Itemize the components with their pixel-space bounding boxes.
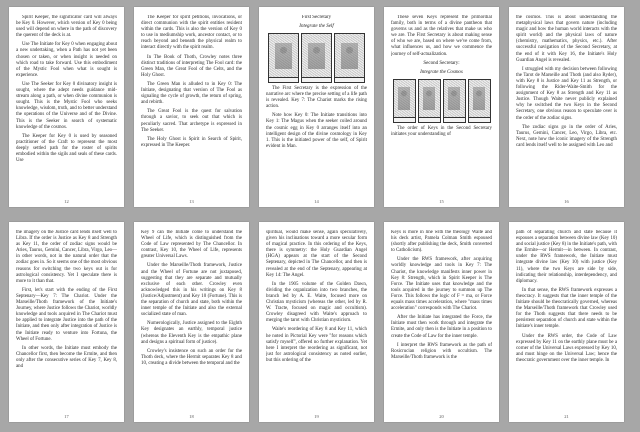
page-content bbox=[391, 230, 492, 410]
page bbox=[259, 7, 374, 207]
page-content bbox=[516, 15, 617, 195]
paragraph: I struggled with my decision between following the Tarot de Marseille and Thoth (and also Ryder), with Key 8 is Justice and Key 11 as Strength, or following the Rider-Waite-Smith for the assignment of Key 8 as Strength and Key 11 as Justice. Though Waite never publicly explained why he switched the two Keys in the Second Secretary, one obvious reason to speculate over is the order of the zodiac signs. bbox=[516, 66, 617, 121]
paragraph: Use The Initiate for Key 0 when engaging about a new undertaking, when a Path has not yet been chosen or taken, or when insight is needed on which road to take forward. Use this embodiment of the Mystic Fool when what is sought is experience. bbox=[16, 42, 117, 78]
page bbox=[134, 7, 249, 207]
page-number: 21 bbox=[564, 414, 569, 419]
page-content bbox=[266, 15, 367, 195]
paragraph: The Keeper for spirit petitions, invocations, or direct communion with the spirit entities resident within the cards. This is also the version of Key 0 to use in mediumship work, ancestor contact, or to reach beyond and beneath the physical realm to interact directly with the spirit realm. bbox=[141, 15, 242, 51]
page-number: 13 bbox=[189, 199, 194, 204]
paragraph: Under the RWS framework, after acquiring worldly knowledge and tools in Key 7: The Chariot, the knowledge manifests inner power in Key 8: Strength, which in Spirit Keeper is The Force. The Initiate uses that knowledge and the tools acquired in the journey to summon up The Force. This follows the logic of F = ma, or Force equals mass times acceleration, where "mass times acceleration" corresponds with The Chariot. bbox=[391, 257, 492, 312]
paragraph: Note how Key 0: The Initiate transitions into Key 1: The Magus when the seeker coiled around the cosmic egg in Key 0 arranges itself into an intelligent design of the divine cosmology in Key 1. This is the initiated power of the self, of Spirit evident in Man. bbox=[266, 113, 367, 149]
paragraph: the cosmos. This is about understanding the metaphysical laws that govern nature (including magic and how the human world interacts with the spirit world) and the physical laws of nature (chemistry, mathematics, physics, etc.). After successful navigation of the Second Secretary, at the end of it with Key 16, the Initiate's Holy Guardian Angel is revealed. bbox=[516, 15, 617, 63]
tarot-card-image bbox=[301, 33, 332, 83]
section-title: First Secretary bbox=[301, 15, 332, 20]
page-number: 16 bbox=[564, 199, 569, 204]
page-number: 12 bbox=[64, 199, 69, 204]
page bbox=[259, 222, 374, 422]
page-number: 14 bbox=[314, 199, 319, 204]
page-number: 15 bbox=[439, 199, 444, 204]
page-content bbox=[16, 230, 117, 410]
card-illustrations bbox=[391, 79, 492, 123]
tarot-card-image bbox=[393, 79, 416, 123]
paragraph: First, let's start with the ending of the First Septenary—Key 7: The Chariot. Under the Marseille/Thoth framework of the Initiate's Journey, where Justice follows the Chariot, worldly knowledge and tools acquired in The Chariot must be applied to integrate Justice into the path of the Initiate, and then only after integration of Justice is the Initiate ready to venture into Fortuna, the Wheel of Fortune. bbox=[16, 287, 117, 342]
page bbox=[509, 222, 624, 422]
paragraph: spiritual, would make sense, again speculatively, given his inclinations toward a more secular form of magical practice. In this ordering of the Keys, there is symmetry: the Holy Guardian Angel (HGA) appears at the start of the Second Septenary, depicted in The Chancellor, and then is revealed at the end of the Septenary, appearing at Key 14: The Angel. bbox=[266, 230, 367, 278]
paragraph: Under the Marseille/Thoth framework, Justice and the Wheel of Fortune are not juxtaposed, suggesting that they are separate and mutually exclusive of each other. Crowley even acknowledged this in his writings on Key 8 (Justice/Adjustment) and Key 10 (Fortune). This is the separation of church and state, both within the inner temple of the Initiate and also the external socialized state of man. bbox=[141, 263, 242, 318]
paragraph: The Green Man is alluded to in Key 0: The Initiate, designating that version of The Fool as signaling the cycle of growth, the return of spring, and rebirth. bbox=[141, 81, 242, 106]
paragraph: Waite's reordering of Key 8 and Key 11, which he noted in Pictorial Key were "for reasons which satisfy myself", offered no further explanation. Yet here I interpret the reordering as significant, not just for astrological consistency as noted earlier, but this ordering of the bbox=[266, 327, 367, 363]
section-title: Second Secretary: bbox=[423, 60, 460, 66]
tarot-card-image bbox=[418, 79, 441, 123]
page-content bbox=[141, 15, 242, 195]
page bbox=[384, 222, 499, 422]
page-content bbox=[141, 230, 242, 410]
section-subtitle: Integrate the Cosmos bbox=[420, 69, 463, 75]
paragraph: In The Book of Thoth, Crowley notes three distinct traditions of interpreting The Fool card: the Green Man, the Great Fool of the Celts, and the Holy Ghost. bbox=[141, 54, 242, 78]
page bbox=[509, 7, 624, 207]
page bbox=[9, 7, 124, 207]
paragraph: After the Initiate has integrated the Force, the Initiate must then work through and integrate the Ermite, and only then is the Initiate in a position to create the Code of Law for the inner temple. bbox=[391, 315, 492, 339]
page-content bbox=[516, 230, 617, 410]
page-content bbox=[391, 15, 492, 195]
paragraph: The zodiac signs go in the order of Aries, Taurus, Gemini, Cancer, Leo, Virgo, Libra, etc. Next, note how the iconic imagery of the Strength card lends itself well to be assigned with Leo and bbox=[516, 124, 617, 148]
tarot-card-image bbox=[468, 79, 491, 123]
page bbox=[9, 222, 124, 422]
paragraph: The Great Fool is the quest for salvation through a savior, to seek out that which is peculiarly sacred. That archetype is expressed in The Seeker. bbox=[141, 109, 242, 133]
paragraph: Use The Seeker for Key 0 divinatory insight is sought, where the adept needs guidance mid-stream along a path, or when divine communion is sought. This is the Mystic Fool who seeks knowledge, wisdom, truth, and to better understand the operations of the Universe and of the Divine. This is the Seeker in search of systematic knowledge of the cosmos. bbox=[16, 81, 117, 130]
tarot-card-image bbox=[443, 79, 466, 123]
paragraph: The order of Keys in the Second Secretary initiates your understanding of bbox=[391, 125, 492, 137]
paragraph: The First Secretary is the expression of the narrative arc where the precise setting of a life path is revealed. Key 7: The Chariot marks the rising action. bbox=[266, 86, 367, 110]
page-content bbox=[16, 15, 117, 195]
paragraph: In other words, the Initiate must embody the Chancellor first, then become the Ermite, and then only after the consecutive series of Key 7, Key 8, and bbox=[16, 345, 117, 369]
paragraph: I interpret the RWS framework as the path of Rosicrucian religion with occultism. The Marseille/Thoth framework is the bbox=[391, 342, 492, 360]
paragraph: In that sense, the RWS framework expresses a theocracy. It suggests that the inner temple of the Initiate should be theocratically governed, whereas the Marseille/Thoth framework that Crowley used for the Thoth suggests that there needs to be persistent separation of church and state within the Initiate's inner temple. bbox=[516, 287, 617, 330]
paragraph: Key 9 can the Initiate come to understand the Wheel of Life, which is distinguished from the Code of Law represented by The Chancellor. In contrast, Key 10, the Wheel of Life, represents greater Universal Laws. bbox=[141, 230, 242, 260]
paragraph: Spirit Keeper, the significator card will always be Key 0. However, which version of Key 0 being used will depend on where in the path of discovery the querent of the deck is at. bbox=[16, 15, 117, 39]
page-content bbox=[266, 230, 367, 410]
paragraph: Under the RWS order, the Code of Law expressed by Key 11 on the earthly plane must be a corner of the Universal Laws expressed by Key 10, and must hinge on the Universal Law; hence the theocratic government over the inner temple. In bbox=[516, 333, 617, 363]
page bbox=[134, 222, 249, 422]
paragraph: The Keeper for Key 0 is used by seasoned practitioner of the Craft to represent the most deeply settled path for the roster of spirits embodied within the sigils and seals of these cards. Use bbox=[16, 133, 117, 164]
page-number: 18 bbox=[189, 414, 194, 419]
page bbox=[384, 7, 499, 207]
paragraph: The Holy Ghost is Spirit in Search of Spirit, expressed in The Keeper. bbox=[141, 136, 242, 148]
paragraph: the imagery on the Justice card lends itself well to Libra. If the order is Justice as Key 8 and Strength as Key 11, the order of zodiac signs would be Aries, Taurus, Gemini, Cancer, Libra, Virgo, Leo—in other words, not in the natural order that the zodiac goes in. So it seems one of the most obvious reasons for switching the two keys out is for astrological consistency. Yet I speculate there is more to it than that. bbox=[16, 230, 117, 284]
section-subtitle: Integrate the Self bbox=[299, 24, 334, 29]
paragraph: Crowley's insistence on such an order for the Thoth deck, where the Hermit separates Key 8 and 10, creating a divide between the temporal and the bbox=[141, 348, 242, 366]
page-number: 17 bbox=[64, 414, 69, 419]
paragraph: path of separating church and state because it espouses a separation between divine law (Key 10) and social justice (Key 8) in the Initiate's path, with the Ermite—or Hermit—in between. In contrast, under the RWS framework, the Initiate must integrate divine law (Key 10) with justice (Key 11), where the two Keys are side by side, indicating their relationship, interdependency, and diplomacy. bbox=[516, 230, 617, 284]
paragraph: Keys is more in line with the theology Waite and his deck artist, Pamela Colman Smith espoused (shortly after publishing the deck, Smith converted to Catholicism). bbox=[391, 230, 492, 254]
paragraph: In the 1905 volume of the Golden Dawn, dividing the organization into two branches, the branch led by A. E. Waite, focused more on Christian mysticism (whereas the other, led by R. W. Tracte, focused on magic and occultism). Crowley disagreed with Waite's approach to merging the tarot with Christian mysticism. bbox=[266, 281, 367, 324]
paragraph: These seven Keys represent the primordial family, both in terms of a divine pantheon that governs us and as the relatives that make us who we are. The First Secretary is about making sense of who we are, based on where we've come from, what influences us, and how we commence the journey of self-actualization. bbox=[391, 15, 492, 57]
tarot-card-image bbox=[268, 33, 299, 83]
page-number: 19 bbox=[314, 414, 319, 419]
card-illustrations bbox=[266, 33, 367, 83]
page-number: 20 bbox=[439, 414, 444, 419]
paragraph: Numerologically, Justice assigned to the Eighth Key designates an earthly, temporal justice (whereas the Eleventh Key is the empathic plane and designs a spiritual form of justice). bbox=[141, 321, 242, 345]
tarot-card-image bbox=[334, 33, 365, 83]
